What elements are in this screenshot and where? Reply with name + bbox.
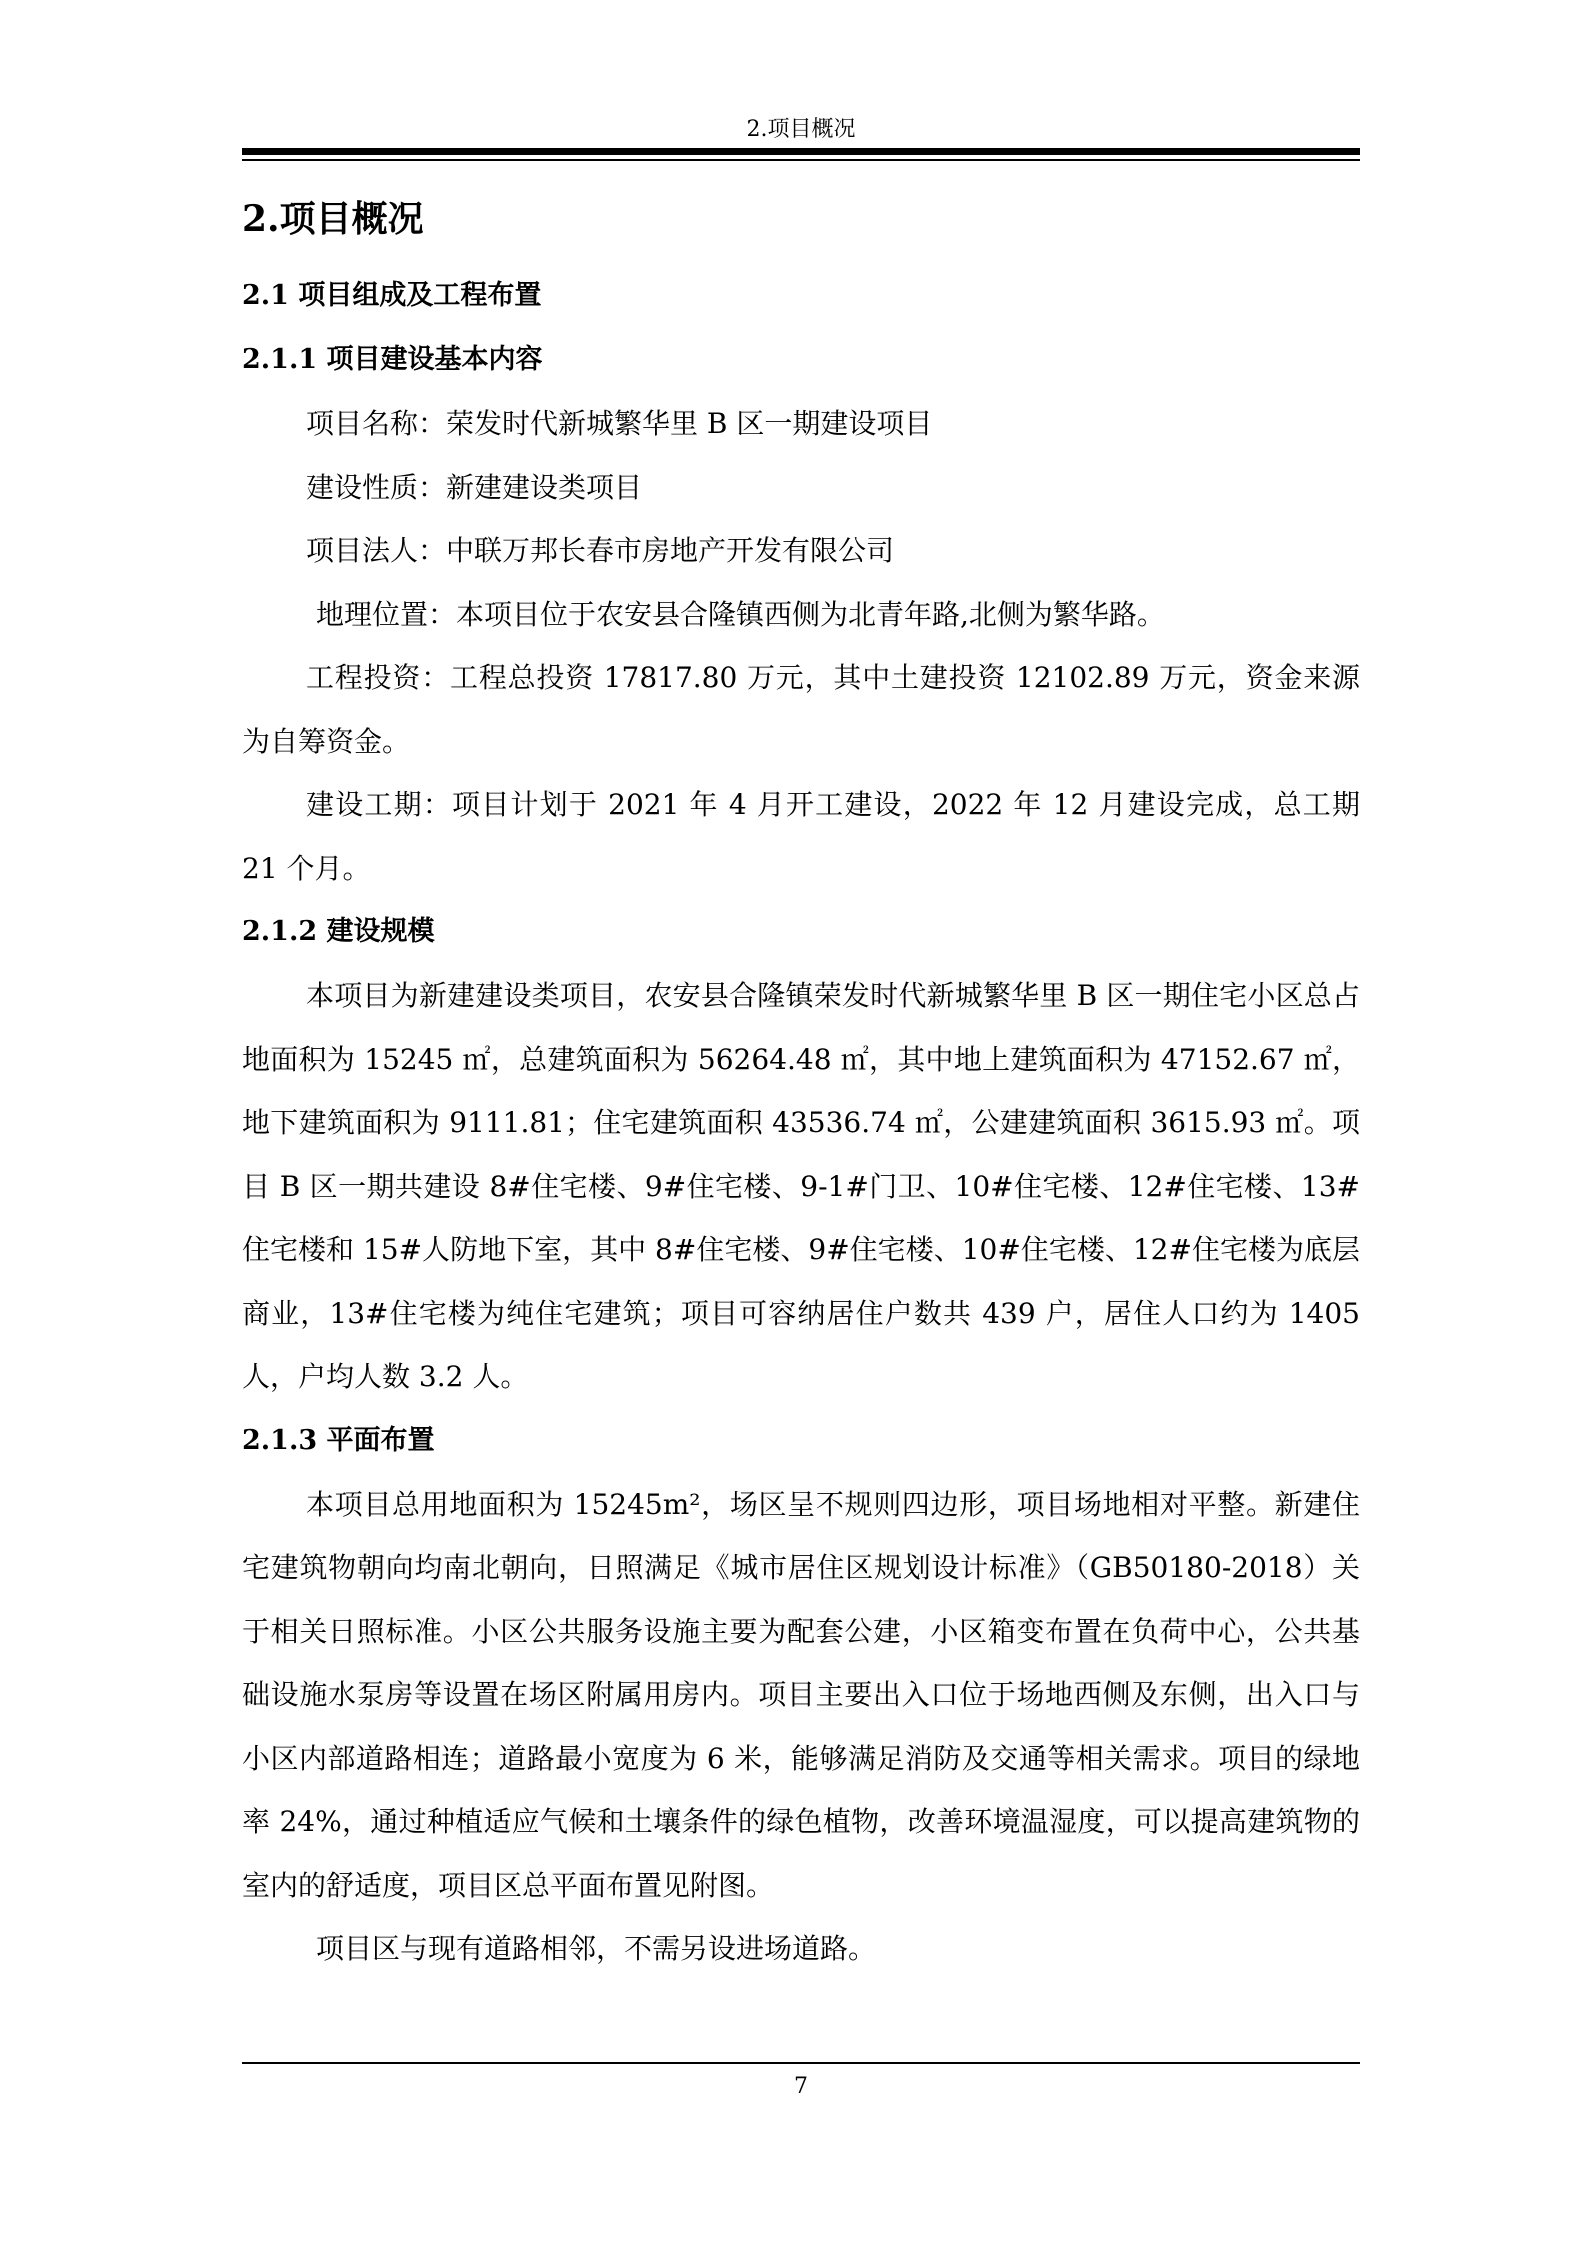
subsection-title-2-1-1: 2.1.1 项目建设基本内容 (242, 344, 543, 375)
paragraph-site-layout: 本项目总用地面积为 15245m²，场区呈不规则四边形，项目场地相对平整。新建住宅建筑物朝向均南北朝向，日照满足《城市居住区规划设计标准》（GB50180-2018）关于相关日照标准。小区公共服务设施主要为配套公建，小区箱变布置在负荷中心，公共基础设施水泵房等设置在场区附属用房内。项目主要出入口位于场地西侧及东侧，出入口与小区内部道路相连；道路最小宽度为 6 米，能够满足消防及交通等相关需求。项目的绿地率 24%，通过种植适应气候和土壤条件的绿色植物，改善环境温湿度，可以提高建筑物的室内的舒适度，项目区总平面布置见附图。 (242, 1487, 1360, 1902)
section-title-2-1: 2.1 项目组成及工程布置 (242, 280, 542, 311)
paragraph-investment: 工程投资：工程总投资 17817.80 万元，其中土建投资 12102.89 万元，资金来源为自筹资金。 (242, 661, 1360, 758)
header-rule-thin (242, 159, 1360, 161)
paragraph-project-name: 项目名称：荣发时代新城繁华里 B 区一期建设项目 (306, 407, 933, 440)
footer-rule (242, 2062, 1360, 2064)
paragraph-legal-entity: 项目法人：中联万邦长春市房地产开发有限公司 (306, 534, 895, 567)
document-page (242, 0, 1360, 2245)
paragraph-access-road: 项目区与现有道路相邻，不需另设进场道路。 (316, 1932, 877, 1965)
subsection-title-2-1-3: 2.1.3 平面布置 (242, 1424, 435, 1456)
paragraph-construction-scale: 本项目为新建建设类项目，农安县合隆镇荣发时代新城繁华里 B 区一期住宅小区总占地面积为 15245 ㎡，总建筑面积为 56264.48 ㎡，其中地上建筑面积为 47152.67 ㎡，地下建筑面积为 9111.81；住宅建筑面积 43536.74 ㎡，公建建筑面积 3615.93 ㎡。项目 B 区一期共建设 8#住宅楼、9#住宅楼、9-1#门卫、10#住宅楼、12#住宅楼、13#住宅楼和 15#人防地下室，其中 8#住宅楼、9#住宅楼、10#住宅楼、12#住宅楼为底层商业，13#住宅楼为纯住宅建筑；项目可容纳居住户数共 439 户，居住人口约为 1405 人，户均人数 3.2 人。 (242, 979, 1360, 1393)
paragraph-location: 地理位置：本项目位于农安县合隆镇西侧为北青年路,北侧为繁华路。 (316, 597, 1165, 631)
subsection-title-2-1-2: 2.1.2 建设规模 (242, 916, 435, 947)
page-number: 7 (794, 2074, 808, 2099)
running-header: 2.项目概况 (746, 117, 856, 142)
paragraph-construction-nature: 建设性质：新建建设类项目 (306, 470, 643, 504)
paragraph-schedule: 建设工期：项目计划于 2021 年 4 月开工建设，2022 年 12 月建设完成，总工期 21 个月。 (242, 788, 1360, 885)
page-content (242, 190, 1360, 1981)
chapter-title: 2.项目概况 (242, 198, 424, 240)
header-rule-thick (242, 148, 1360, 155)
